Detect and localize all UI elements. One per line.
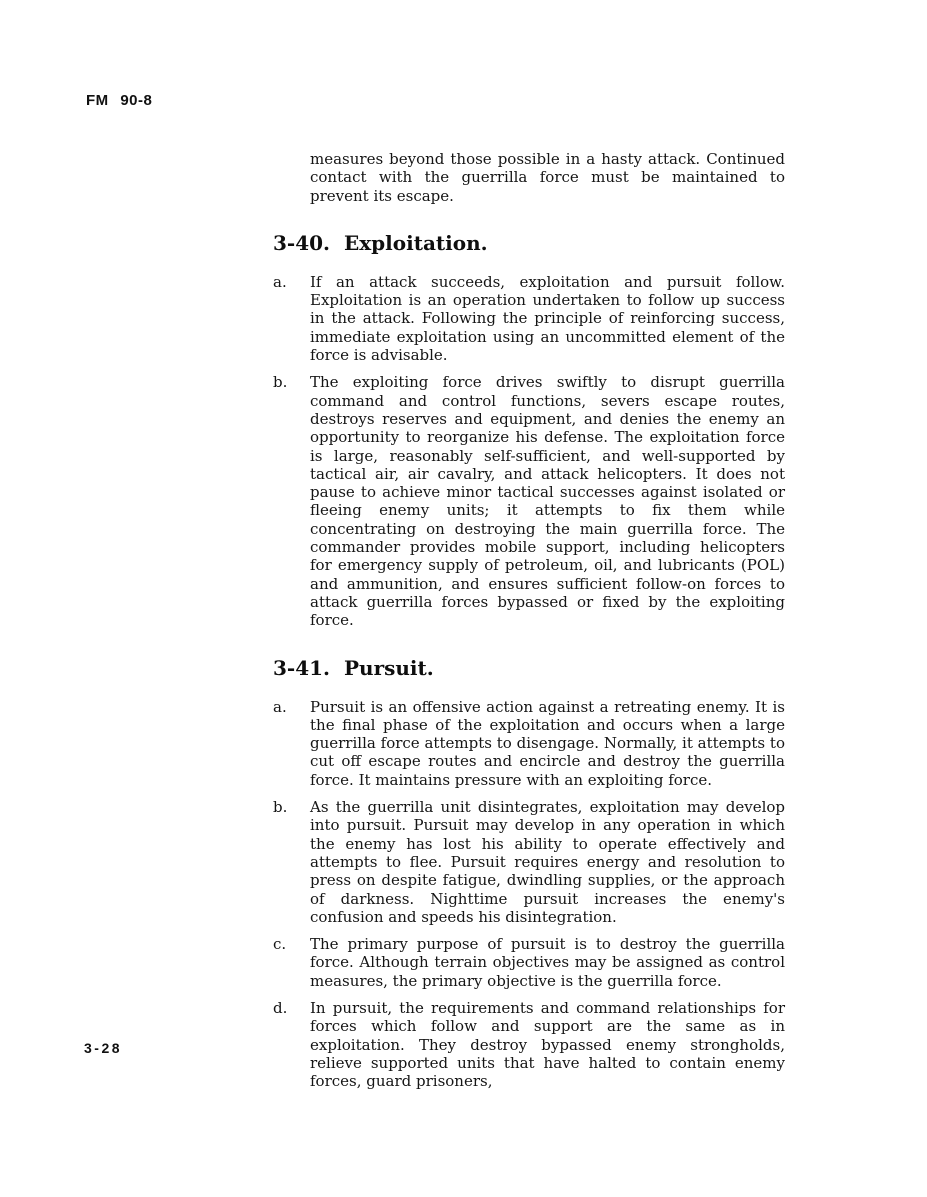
- list-item-b: [273, 798, 785, 926]
- section-title: Pursuit.: [344, 655, 434, 680]
- page-content: [273, 150, 785, 1099]
- continuation-paragraph: measures beyond those possible in a hasty attack. Continued contact with the guerrilla force must be maintained to prevent its escape.: [310, 150, 785, 205]
- section-number: 3-40.: [273, 230, 331, 255]
- section-pursuit: [273, 656, 785, 1091]
- section-number: 3-41.: [273, 655, 331, 680]
- list-item-a: [273, 698, 785, 789]
- item-label: b.: [273, 373, 288, 392]
- manual-number-header: FM 90-8: [86, 92, 153, 109]
- item-text: If an attack succeeds, exploitation and pursuit follow. Exploitation is an operation undertaken to follow up success in the attack. Following the principle of reinforcing success, immediate exploitation using an uncommitted element of the force is advisable.: [310, 272, 785, 365]
- item-text: The exploiting force drives swiftly to disrupt guerrilla command and control functions, severs escape routes, destroys reserves and equipment, and denies the enemy an opportunity to reorganize his defense. The exploitation force is large, reasonably self-sufficient, and well-supported by tactical air, air cavalry, and attack helicopters. It does not pause to achieve minor tactical successes against isolated or fleeing enemy units; it attempts to fix them while concentrating on destroying the main guerrilla force. The commander provides mobile support, including helicopters for emergency supply of petroleum, oil, and lubricants (POL) and ammunition, and ensures sufficient follow-on forces to attack guerrilla forces bypassed or fixed by the exploiting force.: [310, 373, 785, 630]
- list-item-a: [273, 273, 785, 364]
- item-label: b.: [273, 798, 288, 817]
- item-label: a.: [273, 272, 287, 291]
- item-text: The primary purpose of pursuit is to destroy the guerrilla force. Although terrain objectives may be assigned as control measures, the primary objective is the guerrilla force.: [310, 935, 785, 990]
- list-item-b: [273, 373, 785, 629]
- list-item-d: [273, 999, 785, 1090]
- item-label: d.: [273, 998, 288, 1017]
- section-title: Exploitation.: [344, 230, 488, 255]
- item-text: In pursuit, the requirements and command relationships for forces which follow and support are the same as in exploitation. They destroy bypassed enemy strongholds, relieve supported units that have halted to contain enemy forces, guard prisoners,: [310, 998, 785, 1091]
- item-label: a.: [273, 697, 287, 716]
- item-text: Pursuit is an offensive action against a retreating enemy. It is the final phase of the exploitation and occurs when a large guerrilla force attempts to disengage. Normally, it attempts to cut off escape routes and encircle and destroy the guerrilla force. It maintains pressure with an exploiting force.: [310, 697, 785, 789]
- list-item-c: [273, 935, 785, 990]
- item-text: As the guerrilla unit disintegrates, exploitation may develop into pursuit. Pursuit may develop in any operation in which the enemy has lost his ability to operate effectively and attempts to flee. Pursuit requires energy and resolution to press on despite fatigue, dwindling supplies, or the approach of darkness. Nighttime pursuit increases the enemy's confusion and speeds his disintegration.: [310, 798, 785, 926]
- section-heading-3-41: [273, 656, 785, 680]
- section-heading-3-40: [273, 231, 785, 255]
- section-exploitation: [273, 231, 785, 630]
- item-label: c.: [273, 935, 287, 954]
- page-number-footer: 3-28: [84, 1040, 123, 1056]
